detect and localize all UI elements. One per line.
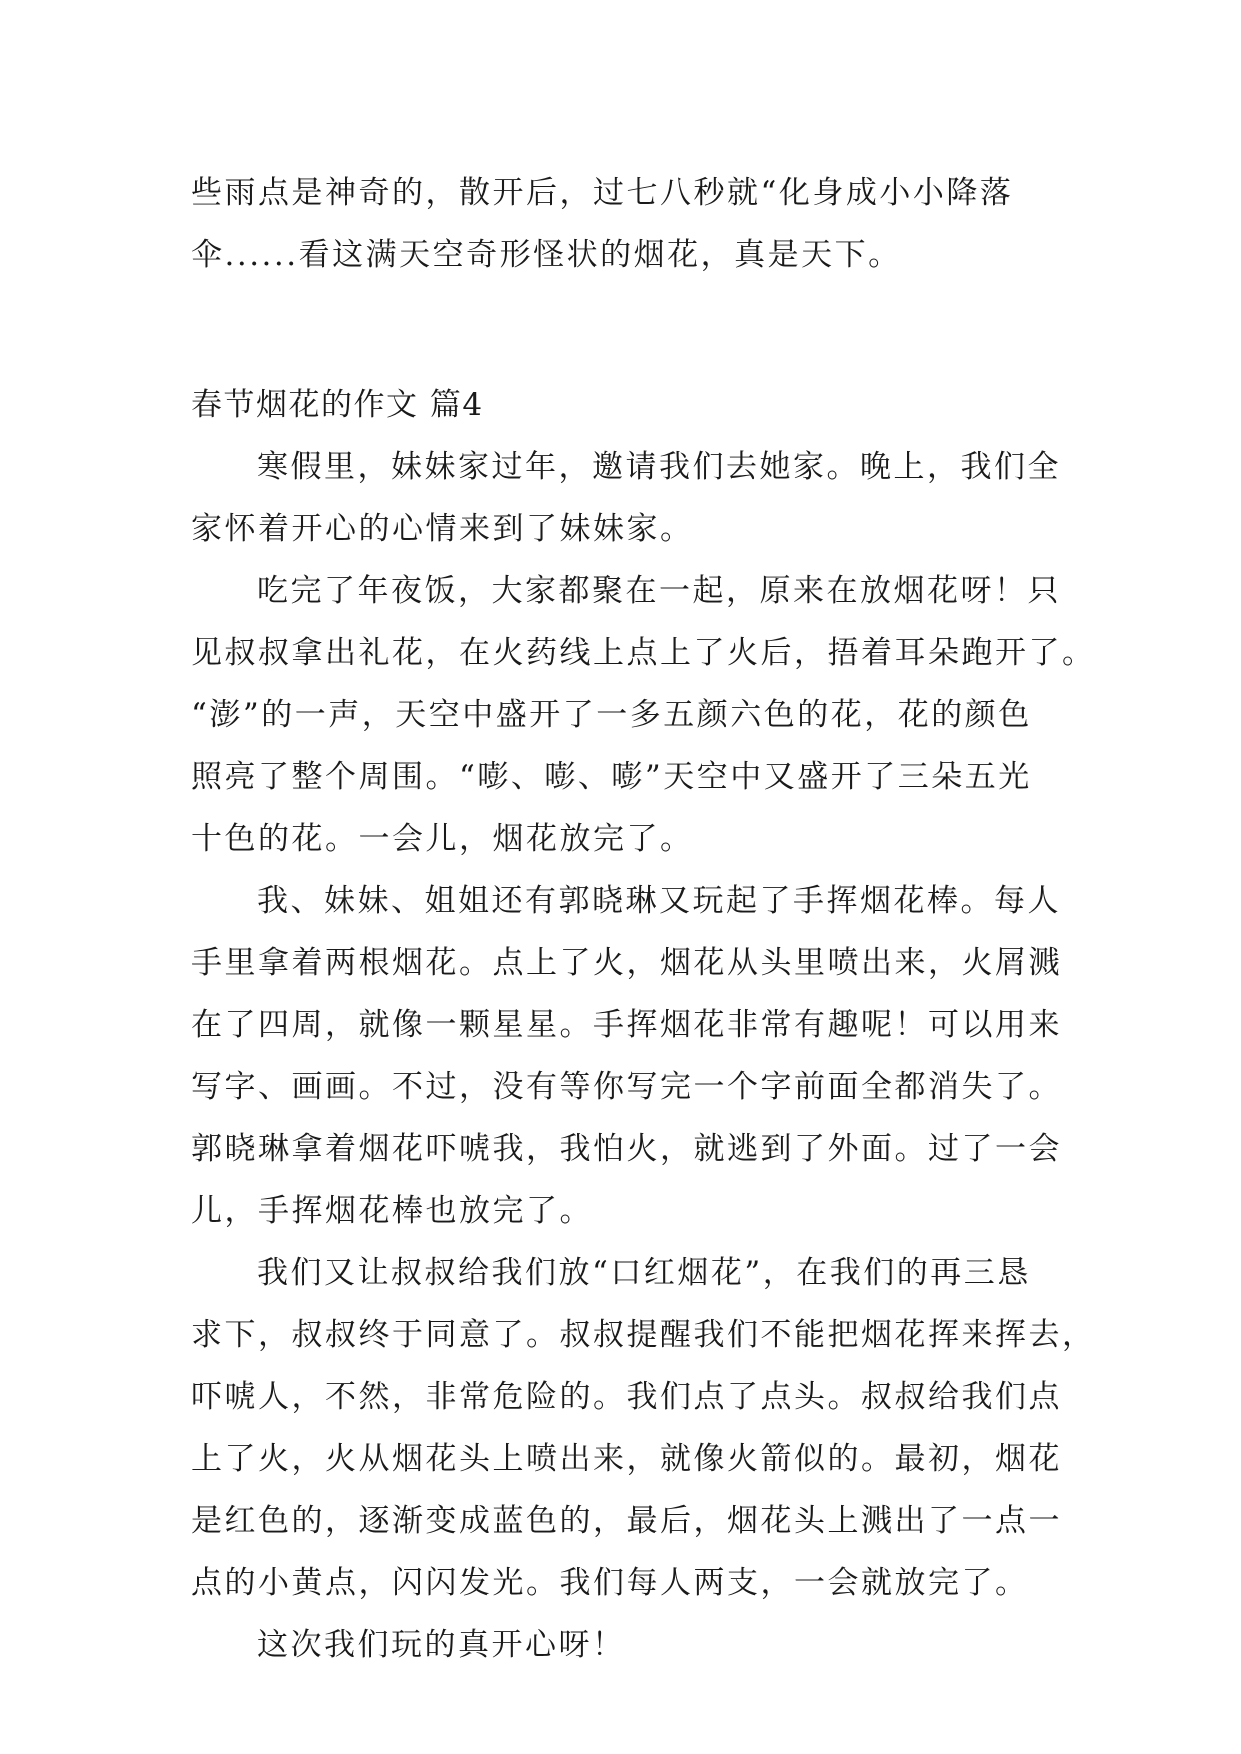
paragraph — [191, 1242, 1096, 1614]
paragraph-line: 求下，叔叔终于同意了。叔叔提醒我们不能把烟花挥来挥去， — [191, 1317, 1096, 1353]
paragraph — [191, 436, 1071, 560]
paragraph-line: 手里拿着两根烟花。点上了火，烟花从头里喷出来，火屑溅 — [191, 945, 1062, 981]
paragraph-line: 儿，手挥烟花棒也放完了。 — [191, 1193, 593, 1229]
paragraph-line: 在了四周，就像一颗星星。手挥烟花非常有趣呢！可以用来 — [191, 1007, 1062, 1043]
paragraph — [191, 560, 1096, 870]
paragraph-line: 郭晓琳拿着烟花吓唬我，我怕火，就逃到了外面。过了一会 — [191, 1131, 1062, 1167]
paragraph-line: “澎”的一声，天空中盛开了一多五颜六色的花，花的颜色 — [191, 697, 1032, 733]
paragraph-line: 照亮了整个周围。“嘭、嘭、嘭”天空中又盛开了三朵五光 — [191, 759, 1032, 795]
intro-line: 伞......看这满天空奇形怪状的烟花，真是天下。 — [191, 237, 902, 273]
paragraph-line: 我们又让叔叔给我们放“口红烟花”，在我们的再三恳 — [257, 1255, 1031, 1291]
paragraph-line: 我、妹妹、姐姐还有郭晓琳又玩起了手挥烟花棒。每人 — [257, 883, 1061, 919]
paragraph-line: 见叔叔拿出礼花，在火药线上点上了火后，捂着耳朵跑开了。 — [191, 635, 1096, 671]
intro-line: 些雨点是神奇的，散开后，过七八秒就“化身成小小降落 — [191, 175, 1014, 211]
paragraph-line: 写字、画画。不过，没有等你写完一个字前面全都消失了。 — [191, 1069, 1062, 1105]
paragraph-line: 吓唬人，不然，非常危险的。我们点了点头。叔叔给我们点 — [191, 1379, 1062, 1415]
paragraph-line: 家怀着开心的心情来到了妹妹家。 — [191, 511, 694, 547]
section-title: 春节烟花的作文 篇4 — [191, 387, 484, 423]
paragraph-line: 十色的花。一会儿，烟花放完了。 — [191, 821, 694, 857]
paragraph — [191, 870, 1071, 1242]
paragraph-line: 是红色的，逐渐变成蓝色的，最后，烟花头上溅出了一点一 — [191, 1503, 1062, 1539]
paragraph-line: 点的小黄点，闪闪发光。我们每人两支，一会就放完了。 — [191, 1565, 1029, 1601]
section-gap — [191, 286, 1071, 374]
paragraph — [191, 1614, 1071, 1676]
paragraph-line: 吃完了年夜饭，大家都聚在一起，原来在放烟花呀！只 — [257, 573, 1061, 609]
paragraph-line: 这次我们玩的真开心呀！ — [257, 1627, 626, 1663]
document-body — [191, 162, 1096, 1676]
paragraph-line: 寒假里，妹妹家过年，邀请我们去她家。晚上，我们全 — [257, 449, 1061, 485]
paragraph-line: 上了火，火从烟花头上喷出来，就像火箭似的。最初，烟花 — [191, 1441, 1062, 1477]
